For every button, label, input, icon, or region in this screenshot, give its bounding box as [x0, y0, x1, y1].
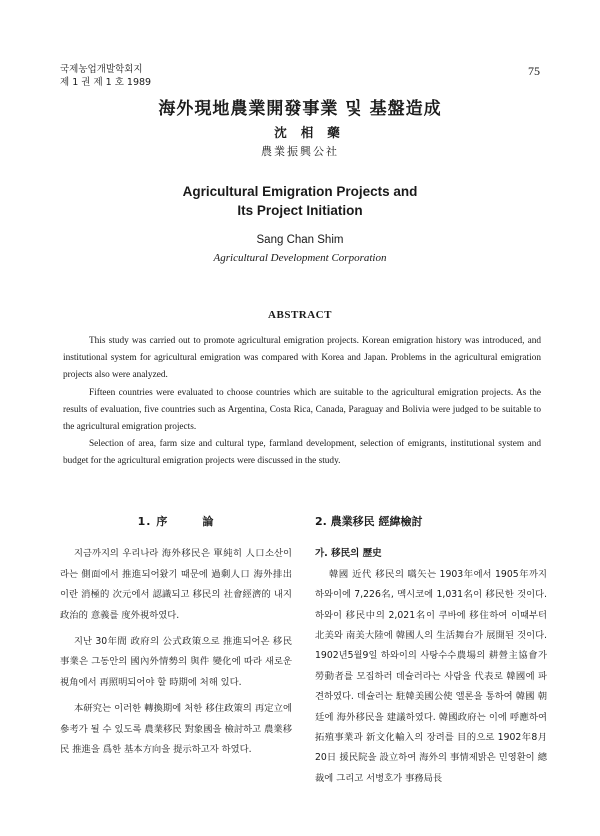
body-paragraph: 지금까지의 우리나라 海外移民은 單純히 人口소산이라는 側面에서 推進되어왔기 때문에 過剩人口 海外排出이란 消極的 次元에서 認識되고 移民의 社會經濟的 내지 政治的 意義를 度外視하였다.	[60, 548, 292, 621]
body-paragraph: 本研究는 이러한 轉換期에 처한 移住政策의 再定立에 參考가 될 수 있도록 農業移民 對象國을 檢討하고 農業移民 推進을 爲한 基本方向을 提示하고자 하였다.	[60, 703, 292, 756]
korean-title: 海外現地農業開發事業 및 基盤造成	[158, 99, 442, 119]
page-number: 75	[528, 64, 540, 78]
abstract-heading: ABSTRACT	[268, 309, 332, 321]
section-heading-introduction	[60, 512, 292, 532]
section-number: 1. 序	[137, 515, 169, 528]
abstract-paragraph: This study was carried out to promote agricultural emigration projects. Korean emigration history was introduced, and institutional system for agricultural emigration was compared with Korea and Japan. Problems in the agricultural emigration projects also were analyzed.	[63, 336, 541, 381]
abstract-body	[63, 333, 541, 471]
korean-affiliation: 農業振興公社	[261, 145, 339, 158]
journal-header	[60, 63, 151, 89]
english-author: Sang Chan Shim	[256, 234, 344, 246]
journal-name: 국제농업개발학회지	[60, 64, 143, 75]
body-paragraph: 지난 30年間 政府의 公式政策으로 推進되어온 移民事業은 그동안의 國內外情勢의 與件 變化에 따라 새로운 視角에서 再照明되어야 할 時期에 처해 있다.	[60, 636, 292, 688]
english-affiliation: Agricultural Development Corporation	[213, 252, 387, 264]
abstract-paragraph: Selection of area, farm size and cultural type, farmland development, selection of emigrants, institutional system and budget for the agricultural emigration projects were discussed in the study.	[63, 439, 541, 467]
subsection-heading: 가. 移民의 歷史	[315, 548, 382, 560]
section-title: 論	[202, 515, 215, 528]
right-column	[315, 512, 547, 789]
abstract-paragraph: Fifteen countries were evaluated to choose countries which are suitable to the agricultural emigration projects. As the results of evaluation, five countries such as Argentina, Costa Rica, Canada, Paraguay and Bolivia were judged to be suitable to the agricultural emigration projects.	[63, 387, 541, 433]
english-title	[0, 182, 600, 220]
journal-volume: 제 1 권 제 1 호 1989	[60, 77, 152, 88]
left-column	[60, 512, 292, 766]
korean-author: 沈相藥	[274, 125, 354, 140]
english-title-line: Agricultural Emigration Projects and	[182, 184, 418, 199]
body-paragraph: 韓國 近代 移民의 嚆矢는 1903年에서 1905年까지 하와이에 7,226名, 멕시코에 1,031名이 移民한 것이다. 하와이 移民中의 2,021名이 쿠바에 移住하여 이때부터 北美와 南美大陸에 韓國人의 生活舞台가 展開된 것이다. 1902년5월9일 하와이의 사탕수수農場의 耕營主協會가 勞動者를 모집하러 데슐러라는 사람을 代表로 韓國에 파견하였다. 데슐러는 駐韓美國公使 앨론을 통하여 韓國 朝廷에 海外移民을 建議하였다. 韓國政府는 이에 呼應하여 拓殖事業과 新文化輸入의 장려를 目的으로 1902年8月20日 援民院을 設立하여 海外의 事情제밝은 민영환이 總裁에 그리고 서병호가 事務局長	[315, 568, 547, 784]
english-title-line: Its Project Initiation	[237, 203, 363, 218]
section-heading-history: 2. 農業移民 經緯檢討	[315, 515, 423, 528]
